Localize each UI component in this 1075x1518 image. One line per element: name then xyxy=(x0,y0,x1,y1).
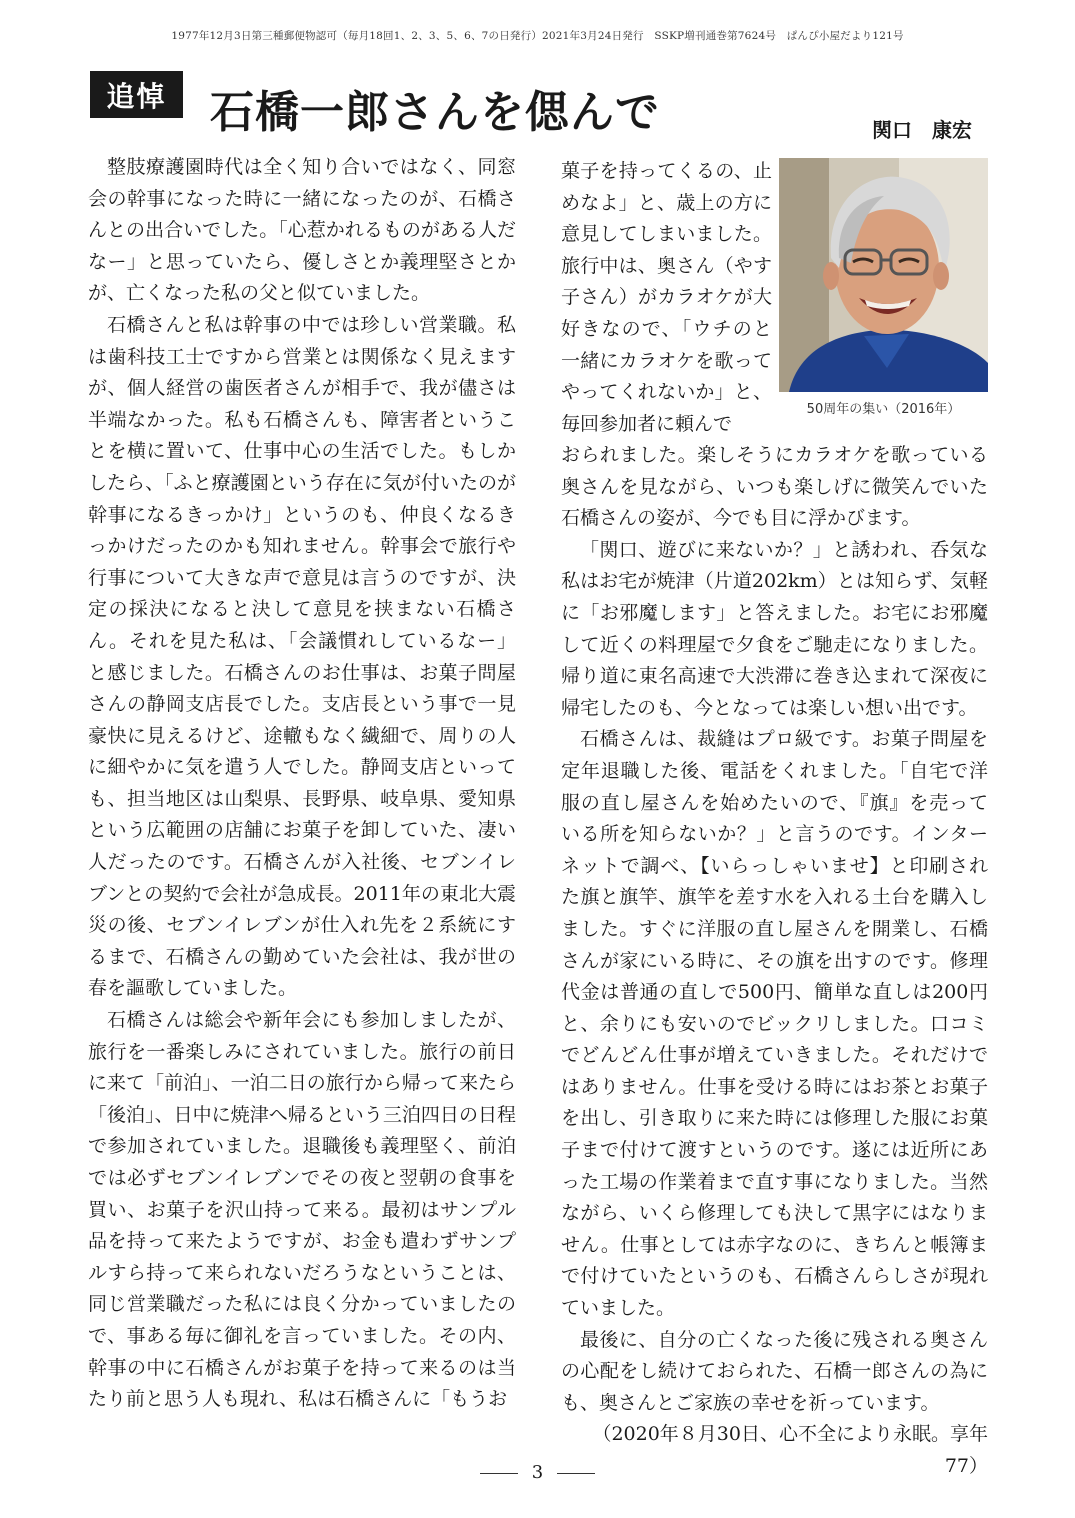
portrait-photo xyxy=(779,158,988,392)
author-name: 関口 康宏 xyxy=(872,118,972,142)
photo-caption: 50周年の集い（2016年） xyxy=(806,402,961,417)
footer-rule-left xyxy=(480,1473,518,1474)
paragraph: 整肢療護園時代は全く知り合いではなく、同窓会の幹事になった時に一緒になったのが、石橋さんとの出合いでした。「心惹かれるものがある人だなー」と思っていたら、優しさとか義理堅さとかが、亡くなった私の父と似ていました。 xyxy=(88,156,516,305)
publication-header: 1977年12月3日第三種郵便物認可（毎月18回1、2、3、5、6、7の日発行）2021年3月24日発行 SSKP増刊通巻第7624号 ぱんぴ小屋だより121号 xyxy=(171,30,904,42)
right-column-top xyxy=(561,156,772,440)
page-number: 3 xyxy=(531,1462,544,1483)
closing-note: （2020年８月30日、心不全により永眠。享年77） xyxy=(592,1423,988,1477)
paragraph: 菓子を持ってくるの、止めなよ」と、歳上の方に意見してしまいました。旅行中は、奥さん（やす子さん）がカラオケが大好きなので、「ウチのと一緒にカラオケを歌ってやってくれないか」と、毎回参加者に頼んで xyxy=(561,160,772,435)
paragraph: 最後に、自分の亡くなった後に残される奥さんの心配をし続けておられた、石橋一郎さんの為にも、奥さんとご家族の幸せを祈っています。 xyxy=(561,1328,988,1414)
article-title: 石橋一郎さんを偲んで xyxy=(210,87,660,138)
memorial-tag: 追悼 xyxy=(90,71,183,118)
paragraph: 石橋さんと私は幹事の中では珍しい営業職。私は歯科技工士ですから営業とは関係なく見えますが、個人経営の歯医者さんが相手で、我が儘さは半端なかった。私も石橋さんも、障害者ということを横に置いて、仕事中心の生活でした。もしかしたら、「ふと療護園という存在に気が付いたのが幹事になるきっかけ」というのも、仲良くなるきっかけだったのかも知れません。幹事会で旅行や行事について大きな声で意見は言うのですが、決定の採決になると決して意見を挟まない石橋さん。それを見た私は、「会議慣れしているなー」と感じました。石橋さんのお仕事は、お菓子問屋さんの静岡支店長でした。支店長という事で一見豪快に見えるけど、途轍もなく繊細で、周りの人に細やかに気を遣う人でした。静岡支店といっても、担当地区は山梨県、長野県、岐阜県、愛知県という広範囲の店舗にお菓子を卸していた、凄い人だったのです。石橋さんが入社後、セブンイレブンとの契約で会社が急成長。2011年の東北大震災の後、セブンイレブンが仕入れ先を２系統にするまで、石橋さんの勤めていた会社は、我が世の春を謳歌していました。 xyxy=(88,313,516,1000)
paragraph: 石橋さんは、裁縫はプロ級です。お菓子問屋を定年退職した後、電話をくれました。「自宅で洋服の直し屋さんを始めたいので、『旗』を売っている所を知らないか？」と言うのです。インターネットで調べ、【いらっしゃいませ】と印刷された旗と旗竿、旗竿を差す水を入れる土台を購入しました。すぐに洋服の直し屋さんを開業し、石橋さんが家にいる時に、その旗を出すのです。修理代金は普通の直しで500円、簡単な直しは200円と、余りにも安いのでビックリしました。口コミでどんどん仕事が増えていきました。それだけではありません。仕事を受ける時にはお茶とお菓子を出し、引き取りに来た時には修理した服にお菓子まで付けて渡すというのです。遂には近所にあった工場の作業着まで直す事になりました。当然ながら、いくら修理しても決して黒字にはなりません。仕事としては赤字なのに、きちんと帳簿まで付けていたというのも、石橋さんらしさが現れていました。 xyxy=(561,728,988,1320)
paragraph: おられました。楽しそうにカラオケを歌っている奥さんを見ながら、いつも楽しげに微笑んでいた石橋さんの姿が、今でも目に浮かびます。 xyxy=(561,444,988,530)
paragraph: 「関口、遊びに来ないか？」と誘われ、呑気な私はお宅が焼津（片道202km）とは知らず、気軽に「お邪魔します」と答えました。お宅にお邪魔して近くの料理屋で夕食をご馳走になりました。帰り道に東名高速で大渋滞に巻き込まれて深夜に帰宅したのも、今となっては楽しい想い出です。 xyxy=(561,538,988,719)
paragraph: 石橋さんは総会や新年会にも参加しましたが、旅行を一番楽しみにされていました。旅行の前日に来て「前泊」、一泊二日の旅行から帰って来たら「後泊」、日中に焼津へ帰るという三泊四日の日程で参加されていました。退職後も義理堅く、前泊では必ずセブンイレブンでその夜と翌朝の食事を買い、お菓子を沢山持って来る。最初はサンプル品を持って来たようですが、お金も遣わずサンプルすら持って来られないだろうなということは、同じ営業職だった私には良く分かっていましたので、事ある毎に御礼を言っていました。その内、幹事の中に石橋さんがお菓子を持って来るのは当たり前と思う人も現れ、私は石橋さんに「もうお xyxy=(88,1009,516,1411)
footer-rule-right xyxy=(557,1473,595,1474)
page-footer xyxy=(0,1462,1075,1483)
portrait-image xyxy=(779,158,988,392)
left-column xyxy=(88,152,516,1416)
right-column xyxy=(561,440,988,1483)
